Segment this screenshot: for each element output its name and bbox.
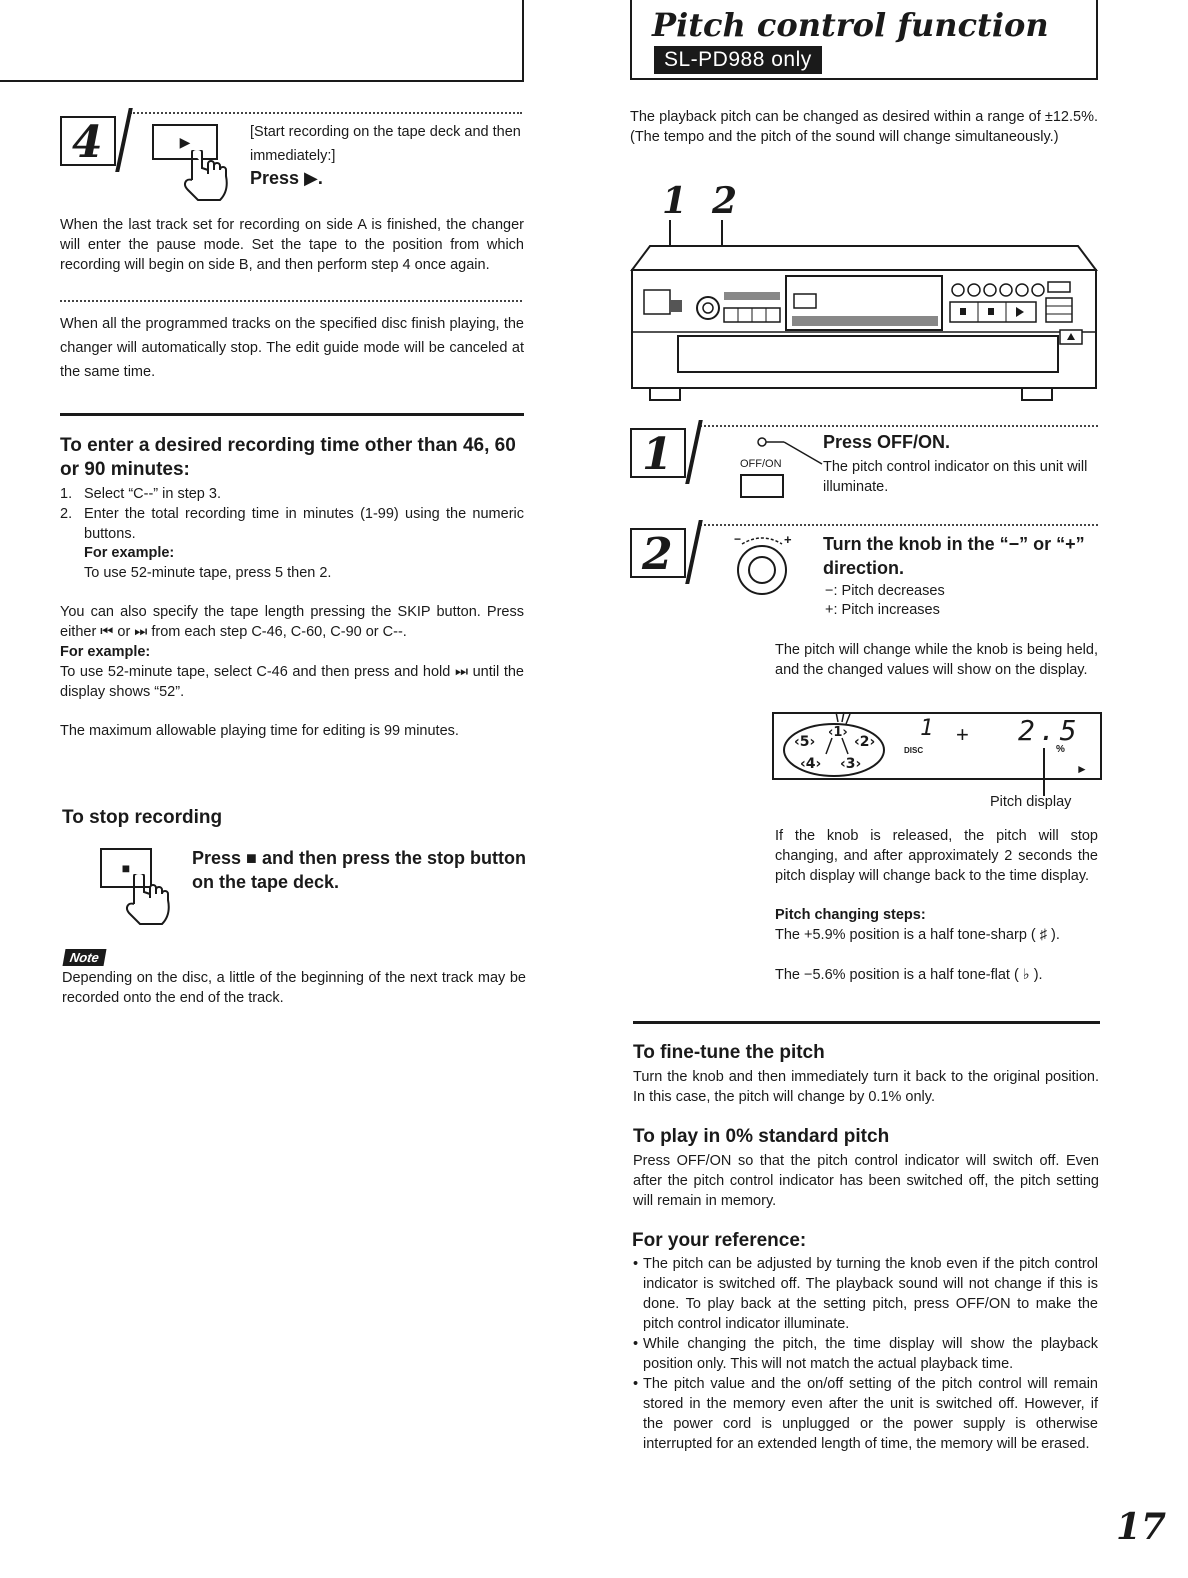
stop-heading: To stop recording xyxy=(62,807,223,828)
desired-time-heading: To enter a desired recording time other than 46, 60 or 90 minutes: xyxy=(60,435,516,480)
section-rule-right xyxy=(633,1021,1100,1024)
desired-time-steps xyxy=(60,484,524,544)
list-item: • While changing the pitch, the time display will show the playback position only. This will not match the actual playback time. xyxy=(633,1334,1098,1374)
offon-button-icon xyxy=(740,474,784,498)
disc-digit: 1 xyxy=(920,716,934,741)
example-label: For example: xyxy=(84,545,175,561)
fine-tune-text: Turn the knob and then immediately turn it back to the original position. In this case, the pitch will change by 0.1% only. xyxy=(633,1069,1099,1105)
skip-paragraph: You can also specify the tape length pressing the SKIP button. Press either ⏮ or ⏭ from each step C-46, C-60, C-90 or C--. xyxy=(60,604,524,640)
intro-text: The playback pitch can be changed as desired within a range of ±12.5%. (The tempo and the pitch of the sound will change simultaneously.) xyxy=(630,109,1098,145)
step2-title: Turn the knob in the “−” or “+” direction. xyxy=(823,534,1085,578)
svg-text:‹1›: ‹1› xyxy=(828,725,848,740)
section-rule-left xyxy=(60,413,524,416)
page-number: 17 xyxy=(1116,1506,1167,1548)
example2-text: To use 52-minute tape, select C-46 and then press and hold ⏭ until the display shows “52”. xyxy=(60,664,524,700)
stop-button-icon: ■ xyxy=(100,848,152,888)
step2-divider xyxy=(700,524,1098,526)
play-button-icon: ▶ xyxy=(152,124,218,160)
example2-label: For example: xyxy=(60,644,151,660)
after-release-text: If the knob is released, the pitch will stop changing, and after approximately 2 seconds the pitch display will change back to the time display. xyxy=(775,828,1098,884)
standard-pitch-heading: To play in 0% standard pitch xyxy=(633,1126,890,1147)
svg-text:‹4›: ‹4› xyxy=(800,756,822,772)
hand-press-icon xyxy=(182,150,232,204)
disc-label: DISC xyxy=(904,746,924,755)
standard-pitch-text: Press OFF/ON so that the pitch control indicator will switch off. Even after the pitch control indicator has been switched off, the pitch setting will remain in memory. xyxy=(633,1153,1099,1209)
pitch-display-pointer xyxy=(1043,748,1045,796)
fine-tune-heading: To fine-tune the pitch xyxy=(633,1042,825,1063)
list-item: • The pitch value and the on/off setting of the pitch control will remain stored in the memory even after the unit is switched off. However, if the power cord is unplugged or the power supply is otherwise interrupted for an extended length of time, the memory will be erased. xyxy=(633,1374,1098,1454)
svg-text:‹3›: ‹3› xyxy=(840,756,862,772)
pitch-display-caption: Pitch display xyxy=(990,794,1072,810)
callout-1: 1 xyxy=(662,180,688,222)
svg-text:‹2›: ‹2› xyxy=(854,734,876,750)
knob-plus-label: + xyxy=(784,532,792,547)
display-arrow-icon: ► xyxy=(1076,762,1088,776)
sharp-text: The +5.9% position is a half tone-sharp ( ♯ ). xyxy=(775,927,1060,943)
step4-paragraph: When the last track set for recording on side A is finished, the changer will enter the pause mode. Set the tape to the position from which recording will begin on side B, and then perform step 4 once again. xyxy=(60,217,524,273)
knob-minus-label: − xyxy=(734,532,742,546)
pitch-value: 2.5 xyxy=(1018,714,1081,747)
step4-divider-2 xyxy=(60,300,522,302)
pitch-unit: % xyxy=(1056,744,1065,755)
stop-instruction: Press ■ and then press the stop button on the tape deck. xyxy=(192,848,526,892)
hand-press-icon xyxy=(124,874,174,928)
pitch-knob-icon xyxy=(732,534,792,598)
callout-2: 2 xyxy=(712,180,738,222)
reference-list xyxy=(633,1254,1098,1454)
cd-changer-illustration xyxy=(630,218,1098,404)
list-item: 2. Enter the total recording time in minutes (1-99) using the numeric buttons. xyxy=(60,506,524,542)
step4-paragraph-2: When all the programmed tracks on the specified disc finish playing, the changer will automatically stop. The edit guide mode will be canceled at the same time. xyxy=(60,316,524,380)
disc-ring-icon xyxy=(780,710,904,780)
step2-paragraph: The pitch will change while the knob is being held, and the changed values will show on the display. xyxy=(775,642,1098,678)
step1-desc: The pitch control indicator on this unit will illuminate. xyxy=(823,459,1088,495)
top-left-box xyxy=(0,0,524,82)
step2-number: 2 xyxy=(630,528,686,578)
flat-text: The −5.6% position is a half tone-flat ( ♭ ). xyxy=(775,967,1043,983)
step1-number: 1 xyxy=(630,428,686,478)
pitch-sign: + xyxy=(956,722,969,747)
step4-number: 4 xyxy=(60,116,116,166)
pitch-plus-desc: +: Pitch increases xyxy=(825,602,940,618)
step4-press-label: Press ▶. xyxy=(250,168,323,188)
offon-button-label: OFF/ON xyxy=(740,458,782,470)
max-time-text: The maximum allowable playing time for editing is 99 minutes. xyxy=(60,723,459,739)
note-text: Depending on the disc, a little of the beginning of the next track may be recorded onto the end of the track. xyxy=(62,970,526,1006)
list-item: • The pitch can be adjusted by turning the knob even if the pitch control indicator is switched off. The playback sound will not change if this is done. To play back at the setting pitch, press OFF/ON to make the pitch control indicator illuminate. xyxy=(633,1254,1098,1334)
page-title: Pitch control function xyxy=(652,6,1049,44)
steps-label: Pitch changing steps: xyxy=(775,907,926,923)
step4-divider xyxy=(130,112,522,114)
step1-divider xyxy=(700,425,1098,427)
model-badge: SL-PD988 only xyxy=(654,46,822,74)
step1-title: Press OFF/ON. xyxy=(823,432,951,452)
example-text: To use 52-minute tape, press 5 then 2. xyxy=(84,565,332,581)
list-item: 1. Select “C--” in step 3. xyxy=(60,486,221,502)
note-badge: Note xyxy=(64,949,105,967)
step4-bracket-text: [Start recording on the tape deck and then immediately:] xyxy=(250,124,521,164)
pitch-minus-desc: −: Pitch decreases xyxy=(825,583,945,599)
svg-text:‹5›: ‹5› xyxy=(794,734,816,750)
reference-heading: For your reference: xyxy=(632,1230,807,1251)
